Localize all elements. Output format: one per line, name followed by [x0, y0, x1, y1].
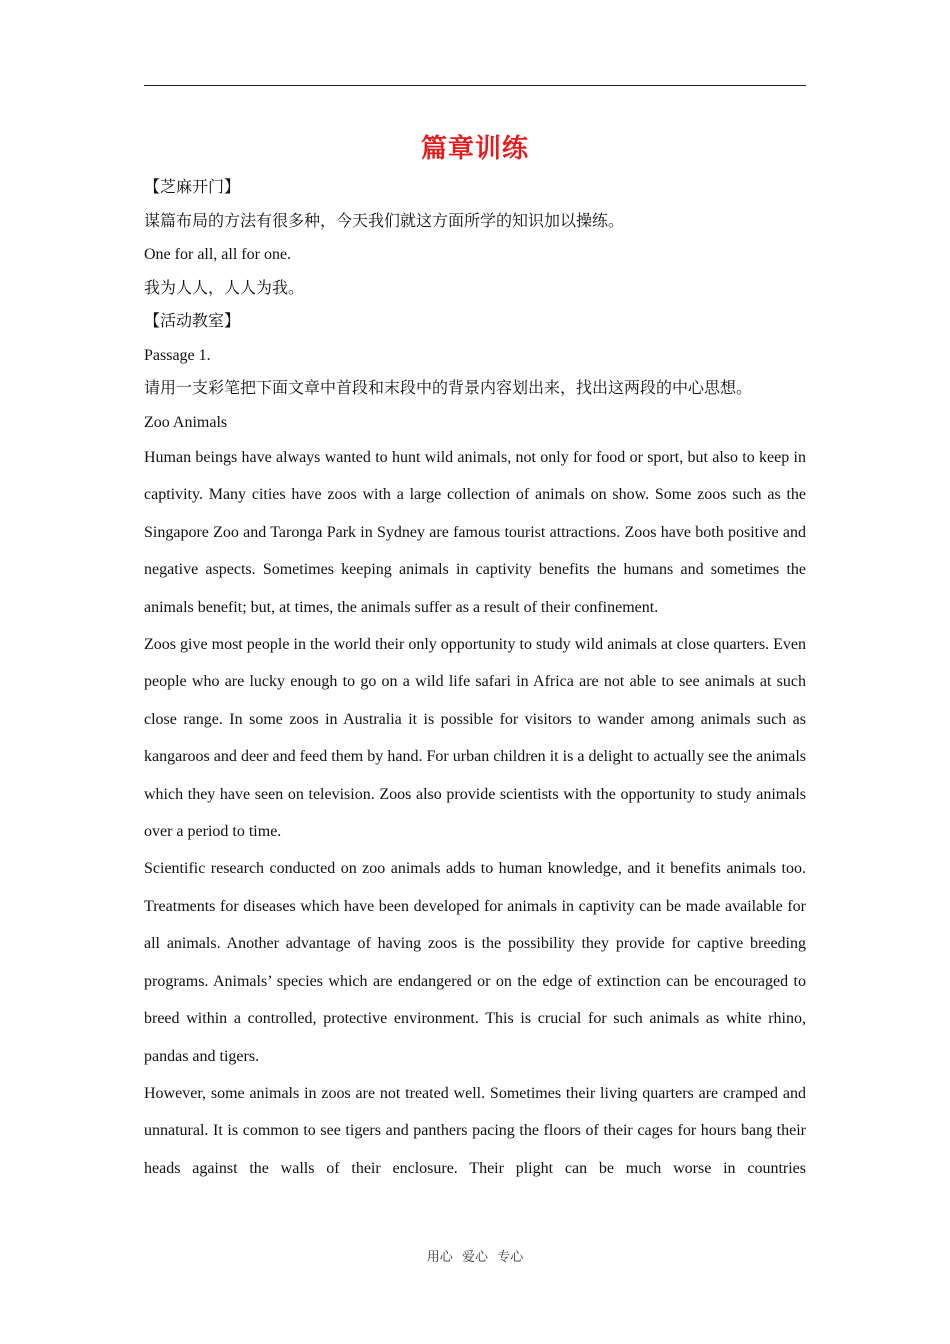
intro-heading: 【芝麻开门】 — [144, 179, 241, 196]
article-paragraph-4: However, some animals in zoos are not treated well. Sometimes their living quarters are cramped and unnatural. It is common to see tigers and panthers pacing the floors of their cages for hours bang their heads against the walls of their enclosure. Their plight can be much worse in countries — [144, 1084, 806, 1177]
instruction-text: 请用一支彩笔把下面文章中首段和末段中的背景内容划出来，找出这两段的中心思想。 — [144, 380, 753, 397]
article-title: Zoo Animals — [144, 413, 228, 431]
page-footer: 用心 爱心 专心 — [426, 1249, 524, 1264]
passage-label: Passage 1. — [144, 346, 211, 364]
article-paragraph-1: Human beings have always wanted to hunt wild animals, not only for food or sport, but also to keep in captivity. Many cities have zoos with a large collection of animals on show. Some zoos such as the Singapore Zoo and Taronga Park in Sydney are famous tourist attractions. Zoos have both positive and negative aspects. Sometimes keeping animals in captivity benefits the humans and sometimes the animals benefit; but, at times, the animals suffer as a result of their confinement. — [144, 449, 806, 616]
article-paragraph-3: Scientific research conducted on zoo animals adds to human knowledge, and it benefits animals too. Treatments for diseases which have been developed for animals in captivity can be made available for all animals. Another advantage of having zoos is the possibility they provide for captive breeding programs. Animals’ species which are endangered or on the edge of extinction can be encouraged to breed within a controlled, protective environment. This is crucial for such animals as white rhino, pandas and tigers. — [144, 860, 806, 1065]
document-body — [144, 131, 806, 1187]
intro-text: 谋篇布局的方法有很多种，今天我们就这方面所学的知识加以操练。 — [144, 212, 625, 230]
page-title: 篇章训练 — [420, 134, 529, 163]
motto-chinese: 我为人人，人人为我。 — [144, 279, 305, 297]
activity-heading: 【活动教室】 — [144, 313, 241, 330]
motto-english: One for all, all for one. — [144, 246, 292, 263]
header-rule — [144, 85, 806, 86]
article-paragraph-2: Zoos give most people in the world their only opportunity to study wild animals at close quarters. Even people who are lucky enough to go on a wild life safari in Africa are not able to see animals at such close range. In some zoos in Australia it is possible for visitors to wander among animals such as kangaroos and deer and feed them by hand. For urban children it is a delight to actually see the animals which they have seen on television. Zoos also provide scientists with the opportunity to study animals over a period to time. — [144, 636, 806, 841]
